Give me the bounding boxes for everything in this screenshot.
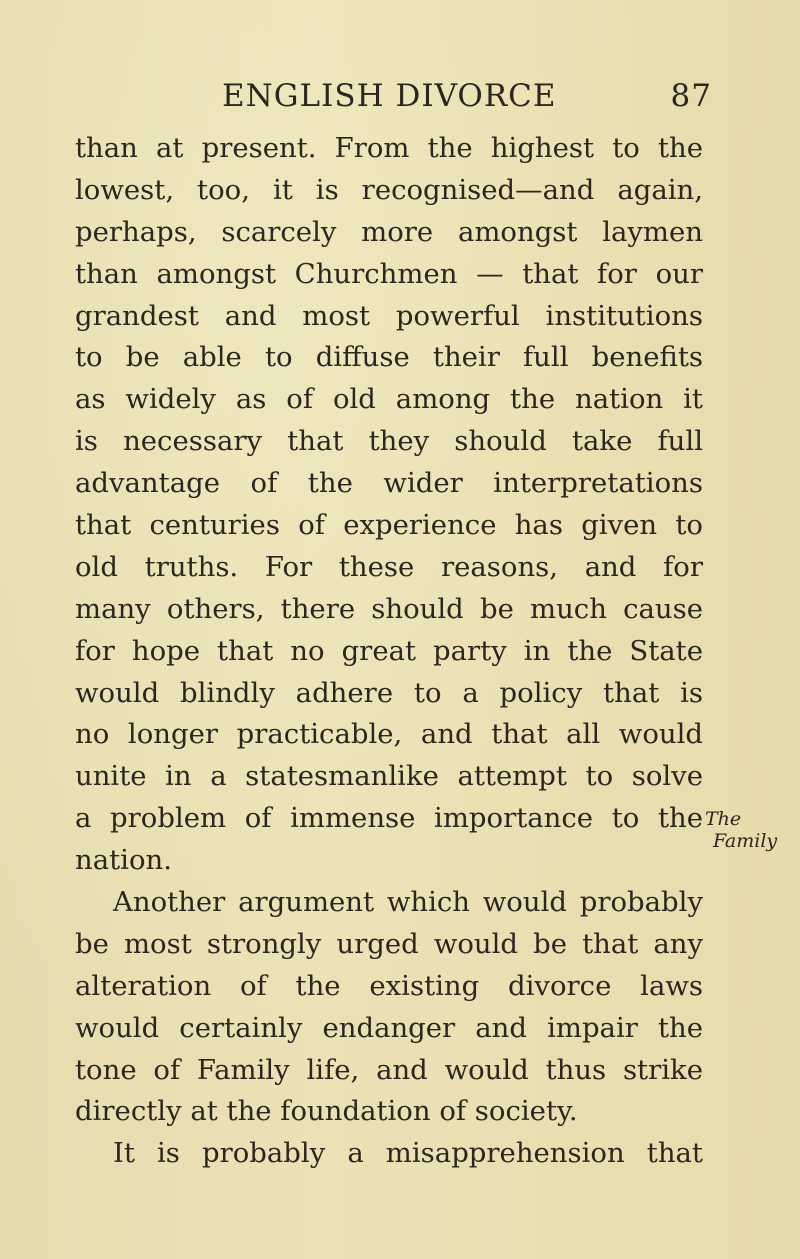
paragraph-start-line: It is probably a misapprehension that <box>113 1137 703 1170</box>
running-head <box>222 74 712 118</box>
text-line: than amongst Churchmen — that for our <box>75 257 703 290</box>
paragraph-end-line: directly at the foundation of society. <box>75 1095 578 1128</box>
text-line: alteration of the existing divorce laws <box>75 969 703 1002</box>
margin-note <box>705 808 800 852</box>
margin-note-line: The <box>705 808 742 830</box>
text-line: advantage of the wider interpretations <box>75 467 703 500</box>
text-line: a problem of immense importance to the <box>75 802 703 835</box>
text-line: no longer practicable, and that all would <box>75 718 703 751</box>
text-line: is necessary that they should take full <box>75 425 703 458</box>
text-line: unite in a statesmanlike attempt to solve <box>75 760 703 793</box>
text-line: old truths. For these reasons, and for <box>75 550 703 583</box>
page-number: 87 <box>670 78 712 114</box>
text-line: would certainly endanger and impair the <box>75 1011 703 1044</box>
paragraph-end-line: nation. <box>75 844 172 877</box>
text-line: lowest, too, it is recognised—and again, <box>75 173 703 206</box>
paragraph-start-line: Another argument which would probably <box>113 886 703 919</box>
margin-note-line: Family <box>713 830 778 852</box>
text-line: would blindly adhere to a policy that is <box>75 676 703 709</box>
text-line: that centuries of experience has given to <box>75 509 703 542</box>
text-line: many others, there should be much cause <box>75 592 703 625</box>
text-line: for hope that no great party in the State <box>75 634 703 667</box>
text-line: than at present. From the highest to the <box>75 132 703 164</box>
text-line: perhaps, scarcely more amongst laymen <box>75 215 703 248</box>
text-line: to be able to diffuse their full benefits <box>75 341 703 374</box>
body-text <box>75 128 703 1175</box>
text-line: be most strongly urged would be that any <box>75 927 703 960</box>
text-line: tone of Family life, and would thus strike <box>75 1053 703 1086</box>
running-title: ENGLISH DIVORCE <box>222 78 557 114</box>
text-line: grandest and most powerful institutions <box>75 299 703 332</box>
text-line: as widely as of old among the nation it <box>75 383 703 416</box>
